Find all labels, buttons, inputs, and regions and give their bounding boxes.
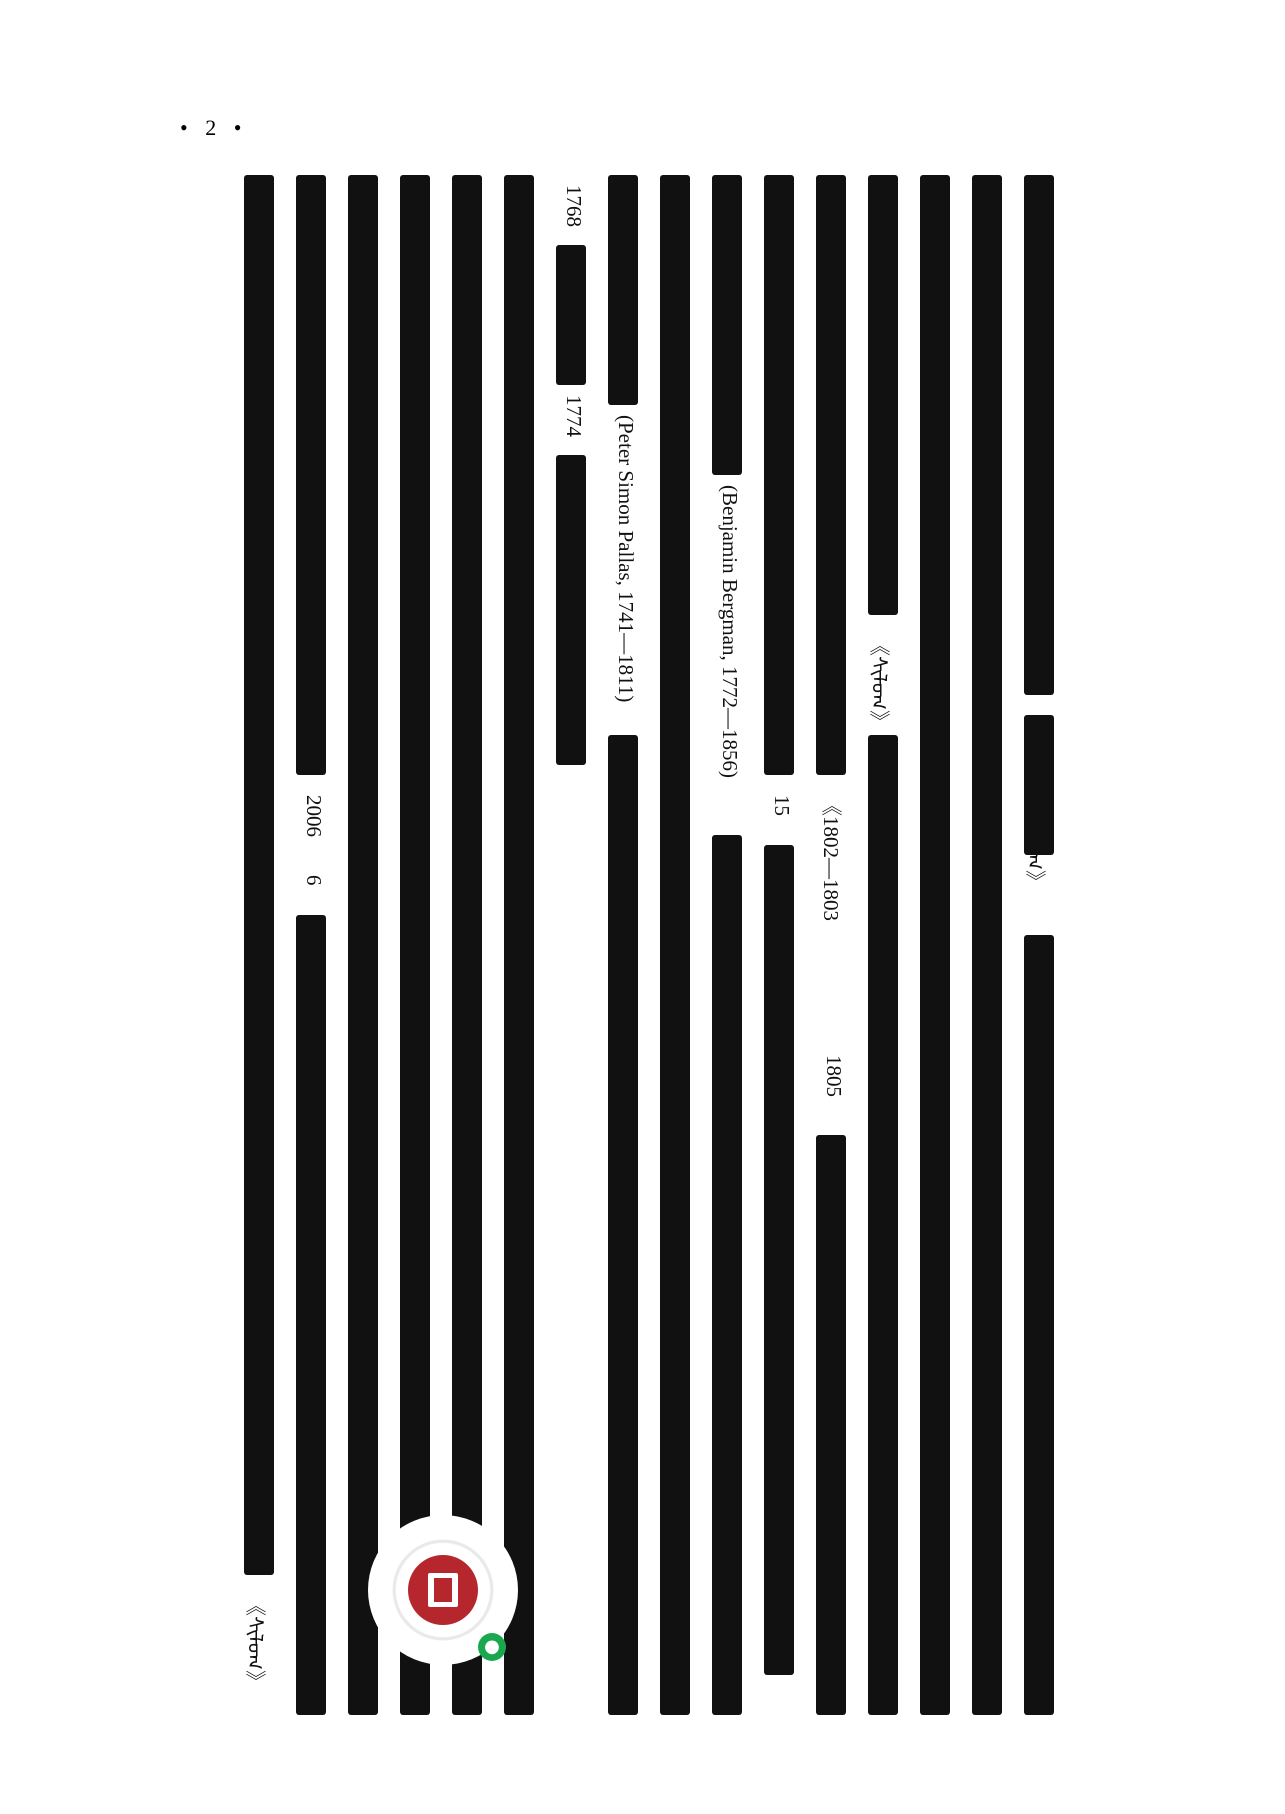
page-number: • 2 • (180, 115, 248, 140)
text-line (446, 175, 492, 1735)
qr-code (368, 1515, 518, 1665)
text-line (498, 175, 544, 1735)
text-line (394, 175, 440, 1735)
text-line: 《ᠰᠢᠯᠤᠭ》 (238, 175, 284, 1735)
text-line (654, 175, 700, 1735)
text-line: 《ᠰᠢᠯᠤᠭ》 (862, 175, 908, 1735)
text-line (914, 175, 960, 1735)
mini-program-icon: ● (478, 1633, 506, 1661)
text-line (342, 175, 388, 1735)
text-line: (Benjamin Bergman, 1772—1856) (706, 175, 752, 1735)
text-line: 15 (758, 175, 804, 1735)
text-line: (Peter Simon Pallas, 1741—1811) (602, 175, 648, 1735)
text-line: 2006 6 (290, 175, 336, 1735)
text-line (966, 175, 1012, 1735)
mongolian-text-block (180, 175, 1080, 1735)
text-line: 1768 1774 (550, 175, 596, 1735)
text-line: 《ᠰᠢᠯᠤᠭ》 (1018, 175, 1064, 1735)
text-line: 《1802—1803 1805 (810, 175, 856, 1735)
book-logo-icon (408, 1555, 478, 1625)
